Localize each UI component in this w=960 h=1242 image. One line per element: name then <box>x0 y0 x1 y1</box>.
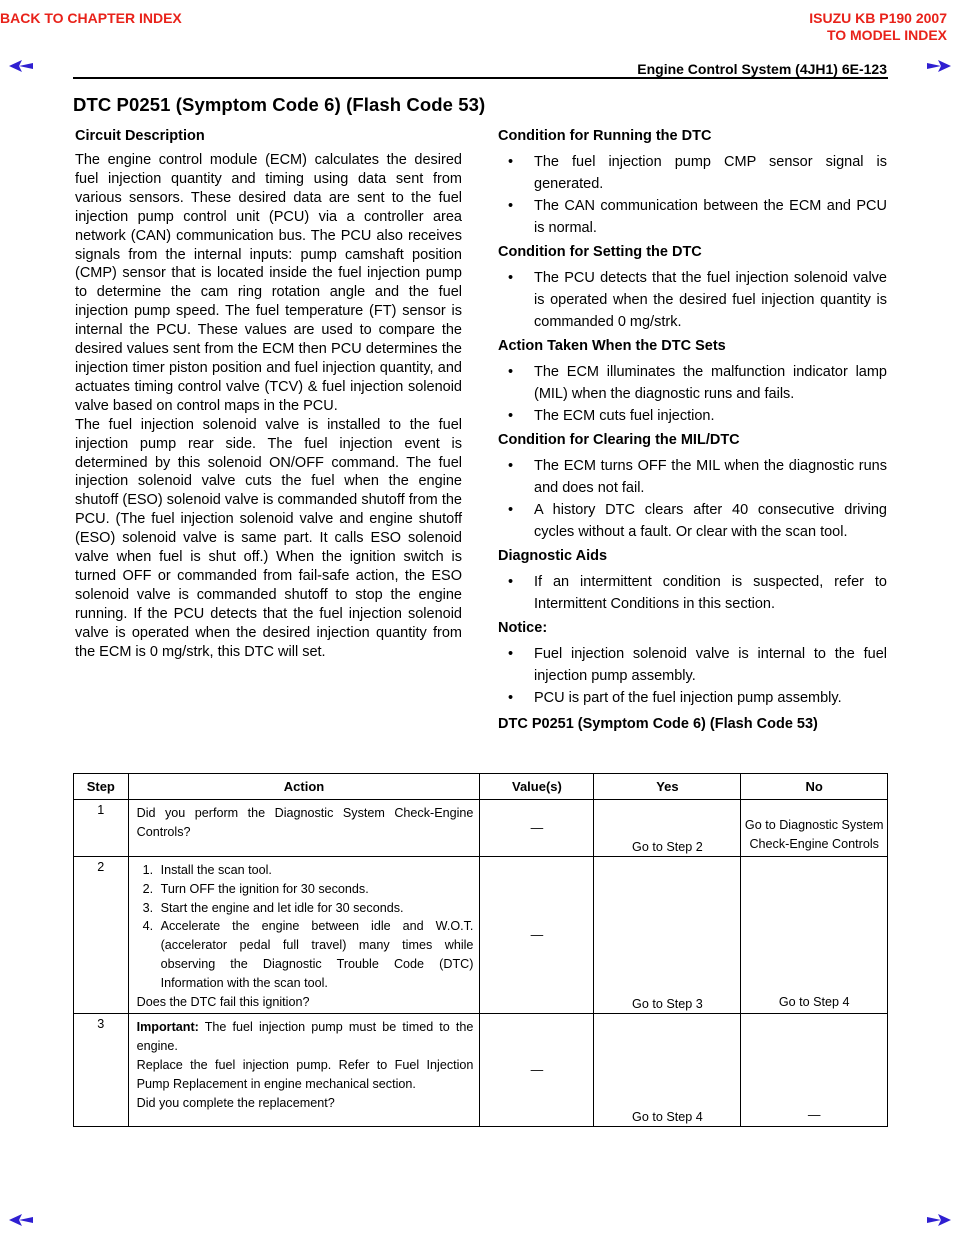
running-header: Engine Control System (4JH1) 6E-123 <box>637 61 887 77</box>
bullet-icon: • <box>508 502 514 518</box>
section-heading: Action Taken When the DTC Sets <box>498 338 726 354</box>
section-heading: Condition for Running the DTC <box>498 128 712 144</box>
list-item: • If an intermittent condition is suspected, refer to Intermittent Conditions in this section. <box>498 571 887 615</box>
model-index-block[interactable] <box>809 10 947 44</box>
list-item: • The ECM illuminates the malfunction indicator lamp (MIL) when the diagnostic runs and fails. <box>498 361 887 405</box>
table-row <box>74 857 888 1014</box>
section-running <box>498 127 887 239</box>
list-item: 2. Turn OFF the ignition for 30 seconds. <box>142 881 369 896</box>
list-item: 1. Install the scan tool. <box>142 863 272 877</box>
col-header-action: Action <box>128 774 480 800</box>
list-item: • The fuel injection pump CMP sensor signal is generated. <box>498 151 887 195</box>
list-item: • The ECM cuts fuel injection. <box>498 405 887 427</box>
right-column <box>498 127 887 713</box>
diagnostic-table <box>73 773 888 1127</box>
step-number: 1 <box>74 800 129 857</box>
model-title: ISUZU KB P190 2007 <box>809 10 947 26</box>
action-cell: Important: The fuel injection pump must be timed to the engine. Replace the fuel injection pump. Refer to Fuel Injection Pump Replacement in engine mechanical section. Did you complete the replacement? <box>128 1014 480 1127</box>
bullet-icon: • <box>508 198 514 214</box>
section-diagnostic-aids <box>498 547 887 615</box>
section-notice <box>498 619 887 709</box>
list-item: • The CAN communication between the ECM and PCU is normal. <box>498 195 887 239</box>
list-item: • The ECM turns OFF the MIL when the diagnostic runs and does not fail. <box>498 455 887 499</box>
list-item: • The PCU detects that the fuel injection solenoid valve is operated when the desired fuel injection quantity is commanded 0 mg/strk. <box>498 267 887 333</box>
table-header-row <box>74 774 888 800</box>
section-heading: Diagnostic Aids <box>498 548 608 564</box>
section-clearing <box>498 431 887 543</box>
circuit-description-paragraph-2: The fuel injection solenoid valve is installed to the fuel injection pump rear side. The fuel injection event is determined by this solenoid ON/OFF command. The fuel injection solenoid valve cuts the fuel when the engine shutoff (ESO) solenoid valve is commanded shutoff from the PCU. (The fuel injection solenoid valve and engine shutoff (ESO) solenoid valve is same part. It calls ESO solenoid valve when fuel is shut off.) When the ignition switch is turned OFF or commanded from fail-safe action, the ESO solenoid valve is commanded shutoff to stop the engine running. If the PCU detects that the fuel injection solenoid valve is operated when the desired injection quantity from the ECM is 0 mg/strk, this DTC will set. <box>75 416 462 660</box>
circuit-description-heading: Circuit Description <box>75 128 205 144</box>
bullet-icon: • <box>508 690 514 706</box>
to-model-index-link[interactable]: TO MODEL INDEX <box>826 27 947 43</box>
next-page-arrow-icon[interactable] <box>926 1213 952 1227</box>
table-caption: DTC P0251 (Symptom Code 6) (Flash Code 53) <box>498 716 818 732</box>
section-heading: Notice: <box>498 620 548 636</box>
previous-page-arrow-icon[interactable] <box>8 1213 34 1227</box>
list-item: 4. Accelerate the engine between idle and W.O.T. (accelerator pedal full travel) many times while observing the Diagnostic Trouble Code (DTC) Information with the scan tool. <box>142 919 474 990</box>
step-number: 3 <box>74 1014 129 1127</box>
next-page-arrow-icon[interactable] <box>926 59 952 73</box>
col-header-no: No <box>741 774 888 800</box>
table-row <box>74 800 888 857</box>
section-action-taken <box>498 337 887 427</box>
no-cell: — <box>741 1014 888 1127</box>
yes-cell: Go to Step 2 <box>594 800 741 857</box>
action-cell: 1. Install the scan tool. 2. Turn OFF the ignition for 30 seconds. 3. Start the engine and let idle for 30 seconds. 4. Accelerate the engine between idle and W.O.T. (accelerator pedal full travel) many times while observing the Diagnostic Trouble Code (DTC) Information with the scan tool. Does the DTC fail this ignition? <box>128 857 480 1014</box>
circuit-description-paragraph-1: The engine control module (ECM) calculates the desired fuel injection quantity and timing using data sent from various sensors. These desired data are sent to the fuel injection pump control unit (PCU) via a controller area network (CAN) communication bus. The PCU also receives signals from the internal inputs: pump camshaft position (CMP) sensor that is located inside the fuel injection pump to determine the cam ring rotation angle and the fuel injection pump speed. The fuel temperature (FT) sensor is internal the PCU. These values are used to compare the desired values sent from the ECM then PCU determines the injection timer piston position and fuel injection quantity, and actuates timing control valve (TCV) & fuel injection solenoid valve based on control maps in the PCU. <box>75 152 462 414</box>
section-heading: Condition for Clearing the MIL/DTC <box>498 432 740 448</box>
yes-cell: Go to Step 4 <box>594 1014 741 1127</box>
col-header-step: Step <box>74 774 129 800</box>
step-number: 2 <box>74 857 129 1014</box>
list-item: 3. Start the engine and let idle for 30 seconds. <box>142 900 404 915</box>
section-setting <box>498 243 887 333</box>
section-heading: Condition for Setting the DTC <box>498 244 702 260</box>
bullet-icon: • <box>508 364 514 380</box>
back-to-chapter-index-link[interactable]: BACK TO CHAPTER INDEX <box>0 10 182 26</box>
bullet-icon: • <box>508 154 514 170</box>
previous-page-arrow-icon[interactable] <box>8 59 34 73</box>
bullet-icon: • <box>508 574 514 590</box>
list-item: • Fuel injection solenoid valve is internal to the fuel injection pump assembly. <box>498 643 887 687</box>
no-cell: Go to Diagnostic System Check-Engine Controls <box>741 800 888 857</box>
bullet-icon: • <box>508 646 514 662</box>
yes-cell: Go to Step 3 <box>594 857 741 1014</box>
value-cell: — <box>480 800 594 857</box>
action-cell: Did you perform the Diagnostic System Check-Engine Controls? <box>128 800 480 857</box>
no-cell: Go to Step 4 <box>741 857 888 1014</box>
list-item: • A history DTC clears after 40 consecutive driving cycles without a fault. Or clear with the scan tool. <box>498 499 887 543</box>
bullet-icon: • <box>508 270 514 286</box>
bullet-icon: • <box>508 408 514 424</box>
bullet-icon: • <box>508 458 514 474</box>
col-header-values: Value(s) <box>480 774 594 800</box>
col-header-yes: Yes <box>594 774 741 800</box>
left-column <box>75 127 462 661</box>
value-cell: — <box>480 1014 594 1127</box>
header-rule <box>73 77 888 79</box>
value-cell: — <box>480 857 594 1014</box>
list-item: • PCU is part of the fuel injection pump assembly. <box>498 687 887 709</box>
table-row <box>74 1014 888 1127</box>
page-title: DTC P0251 (Symptom Code 6) (Flash Code 53) <box>73 94 486 115</box>
